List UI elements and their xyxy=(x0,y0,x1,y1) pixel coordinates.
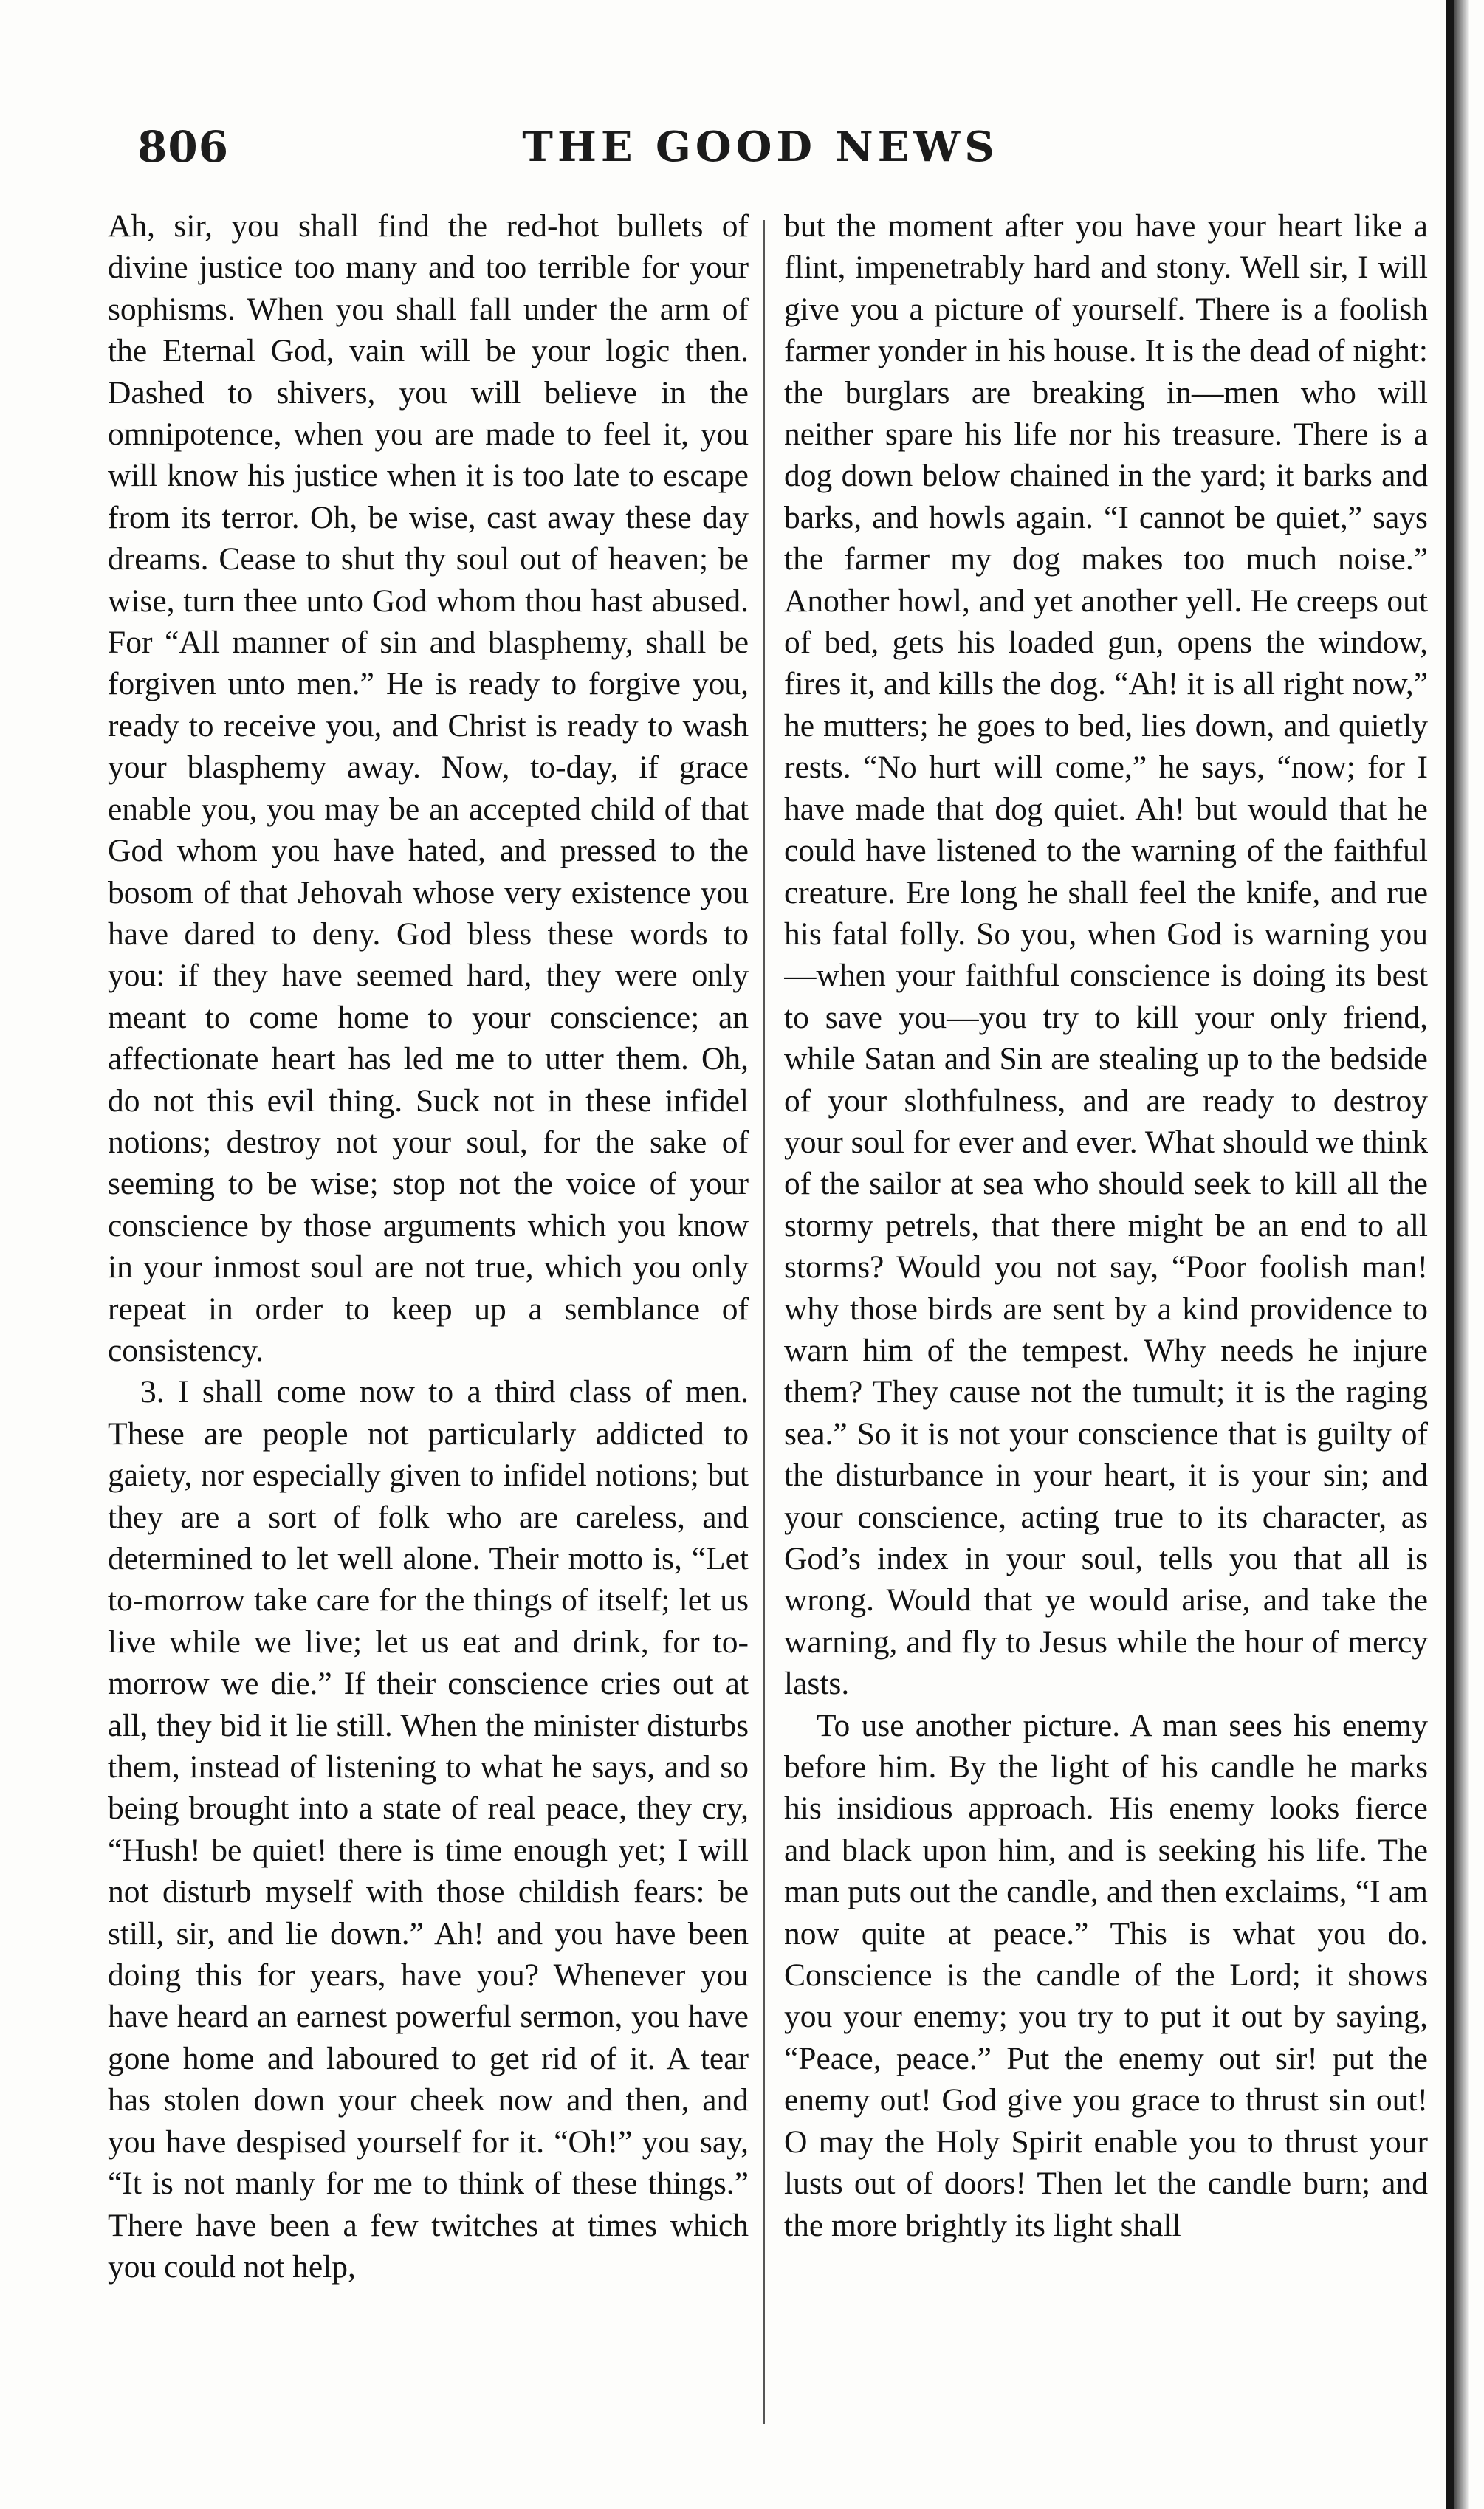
page-number: 806 xyxy=(137,122,230,172)
left-column xyxy=(108,205,749,2443)
right-paragraph-2: To use another picture. A man sees his enemy before him. By the light of his candle he marks his insidious approach. His enemy looks fierce and black upon him, and is seeking his life. The man puts out the candle, and then exclaims, “I am now quite at peace.” This is what you do. Conscience is the candle of the Lord; it shows you your enemy; you try to put it out by saying, “Peace, peace.” Put the enemy out sir! put the enemy out! God give you grace to thrust sin out! O may the Holy Spirit enable you to thrust your lusts out of doors! Then let the candle burn; and the more brightly its light shall xyxy=(784,1707,1428,2243)
left-paragraph-2: 3. I shall come now to a third class of men. These are people not particularly addicted to gaiety, nor especially given to infidel notions; but they are a sort of folk who are careless, and determined to let well alone. Their motto is, “Let to-morrow take care for the things of itself; let us live while we live; let us eat and drink, for to-morrow we die.” If their conscience cries out at all, they bid it lie still. When the minister disturbs them, instead of listening to what he says, and so being brought into a state of real peace, they cry, “Hush! be quiet! there is time enough yet; I will not disturb myself with those childish fears: be still, sir, and lie down.” Ah! and you have been doing this for years, have you? Whenever you have heard an earnest powerful sermon, you have gone home and laboured to get rid of it. A tear has stolen down your cheek now and then, and you have despised yourself for it. “Oh!” you say, “It is not manly for me to think of these things.” There have been a few twitches at times which you could not help, xyxy=(108,1374,749,2285)
page-edge-binding xyxy=(1446,0,1454,2509)
right-paragraph-1: but the moment after you have your heart like a flint, impenetrably hard and stony. Well sir, I will give you a picture of yourself. There is a foolish farmer yonder in his house. It is the dead of night: the burglars are breaking in—men who will neither spare his life nor his treasure. There is a dog down below chained in the yard; it barks and barks, and howls again. “I cannot be quiet,” says the farmer my dog makes too much noise.” Another howl, and yet another yell. He creeps out of bed, gets his loaded gun, opens the window, fires it, and kills the dog. “Ah! it is all right now,” he mutters; he goes to bed, lies down, and quietly rests. “No hurt will come,” he says, “now; for I have made that dog quiet. Ah! but would that he could have listened to the warning of the faithful creature. Ere long he shall feel the knife, and rue his fatal folly. So you, when God is warning you—when your faithful conscience is doing its best to save you—you try to kill your only friend, while Satan and Sin are stealing up to the bedside of your slothfulness, and are ready to destroy your soul for ever and ever. What should we think of the sailor at sea who should seek to kill all the stormy petrels, that there might be an end to all storms? Would you not say, “Poor foolish man! why those birds are sent by a kind providence to warn him of the tempest. Why needs he injure them? They cause not the tumult; it is the raging sea.” So it is not your conscience that is guilty of the disturbance in your heart, it is your sin; and your conscience, acting true to its character, as God’s index in your soul, tells you that all is wrong. Would that ye would arise, and take the warning, and fly to Jesus while the hour of mercy lasts. xyxy=(784,208,1428,1702)
right-column xyxy=(784,205,1428,2443)
running-title: THE GOOD NEWS xyxy=(522,123,999,171)
left-paragraph-1: Ah, sir, you shall find the red-hot bullets of divine justice too many and too terrible for your sophisms. When you shall fall under the arm of the Eternal God, vain will be your logic then. Dashed to shivers, you will believe in the omnipotence, when you are made to feel it, you will know his justice when it is too late to escape from its terror. Oh, be wise, cast away these day dreams. Cease to shut thy soul out of heaven; be wise, turn thee unto God whom thou hast abused. For “All manner of sin and blasphemy, shall be forgiven unto men.” He is ready to forgive you, ready to receive you, and Christ is ready to wash your blasphemy away. Now, to-day, if grace enable you, you may be an accepted child of that God whom you have hated, and pressed to the bosom of that Jehovah whose very existence you have dared to deny. God bless these words to you: if they have seemed hard, they were only meant to come home to your conscience; an affectionate heart has led me to utter them. Oh, do not this evil thing. Suck not in these infidel notions; destroy not your soul, for the sake of seeming to be wise; stop not the voice of your conscience by those arguments which you know in your inmost soul are not true, which you only repeat in order to keep up a semblance of consistency. xyxy=(108,208,749,1368)
column-divider xyxy=(763,220,765,2424)
page-edge-shadow xyxy=(1454,0,1469,2509)
